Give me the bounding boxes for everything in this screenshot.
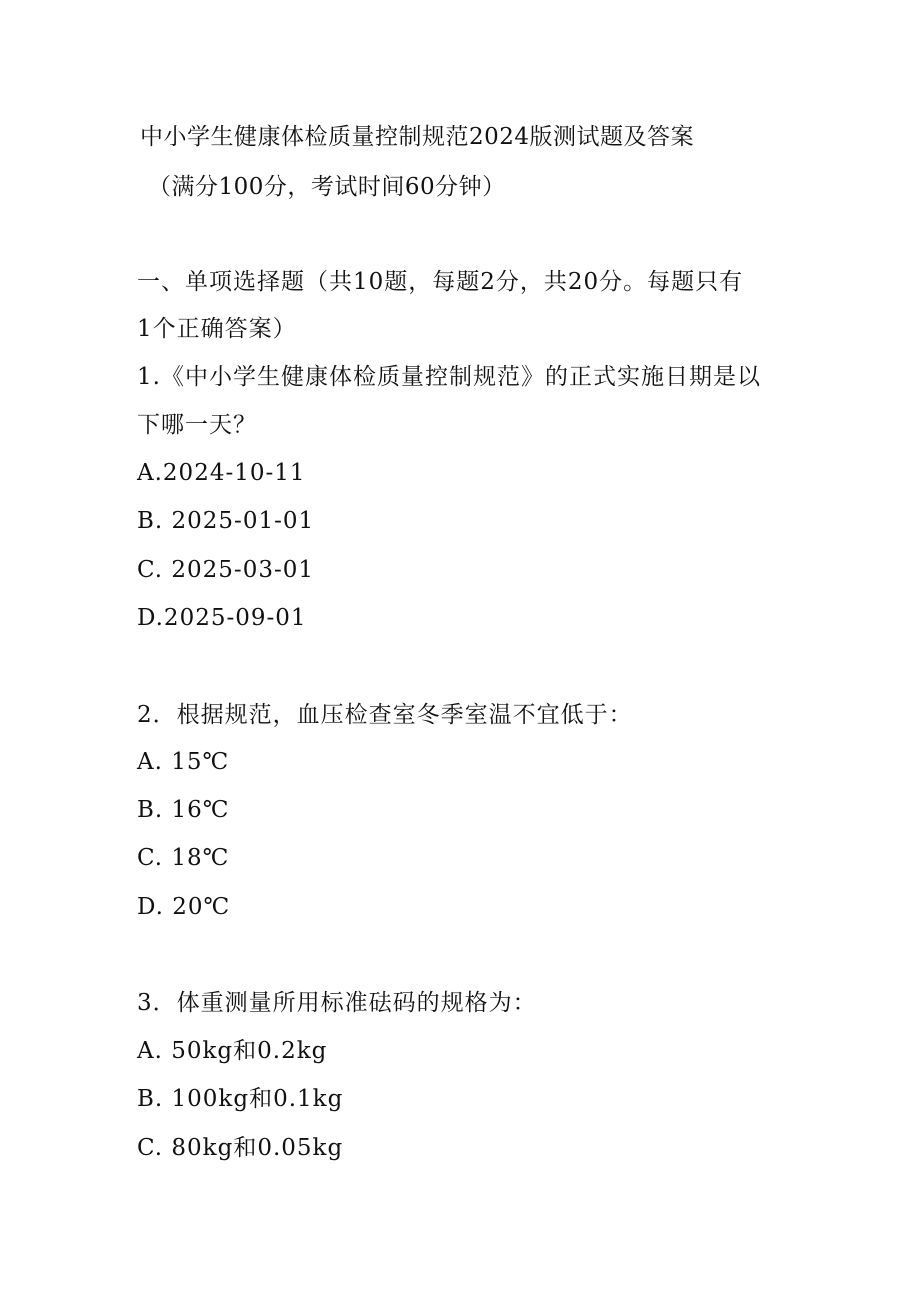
- question-1-option-d: D.2025-09-01: [137, 605, 307, 631]
- question-1-option-a: A.2024-10-11: [137, 460, 306, 486]
- question-2-option-b: B. 16℃: [137, 797, 230, 823]
- question-2-option-a: A. 15℃: [137, 749, 230, 775]
- document-subtitle: （满分100分，考试时间60分钟）: [148, 174, 506, 200]
- section-heading-line2: 1个正确答案）: [137, 316, 297, 342]
- document-title: 中小学生健康体检质量控制规范2024版测试题及答案: [140, 124, 695, 150]
- question-3-option-c: C. 80kg和0.05kg: [137, 1135, 344, 1161]
- question-1-stem-line2: 下哪一天？: [137, 412, 257, 438]
- question-1-stem-line1: 1.《中小学生健康体检质量控制规范》的正式实施日期是以: [137, 364, 761, 390]
- question-1-option-c: C. 2025-03-01: [137, 557, 315, 583]
- question-2-option-c: C. 18℃: [137, 845, 230, 871]
- section-heading-line1: 一、单项选择题（共10题，每题2分，共20分。每题只有: [137, 269, 744, 295]
- question-2-option-d: D. 20℃: [137, 894, 231, 920]
- question-3-stem: 3．体重测量所用标准砝码的规格为：: [137, 990, 537, 1016]
- question-1-option-b: B. 2025-01-01: [137, 508, 315, 534]
- question-2-stem: 2．根据规范，血压检查室冬季室温不宜低于：: [137, 702, 633, 728]
- question-3-option-a: A. 50kg和0.2kg: [137, 1038, 328, 1064]
- question-3-option-b: B. 100kg和0.1kg: [137, 1086, 344, 1112]
